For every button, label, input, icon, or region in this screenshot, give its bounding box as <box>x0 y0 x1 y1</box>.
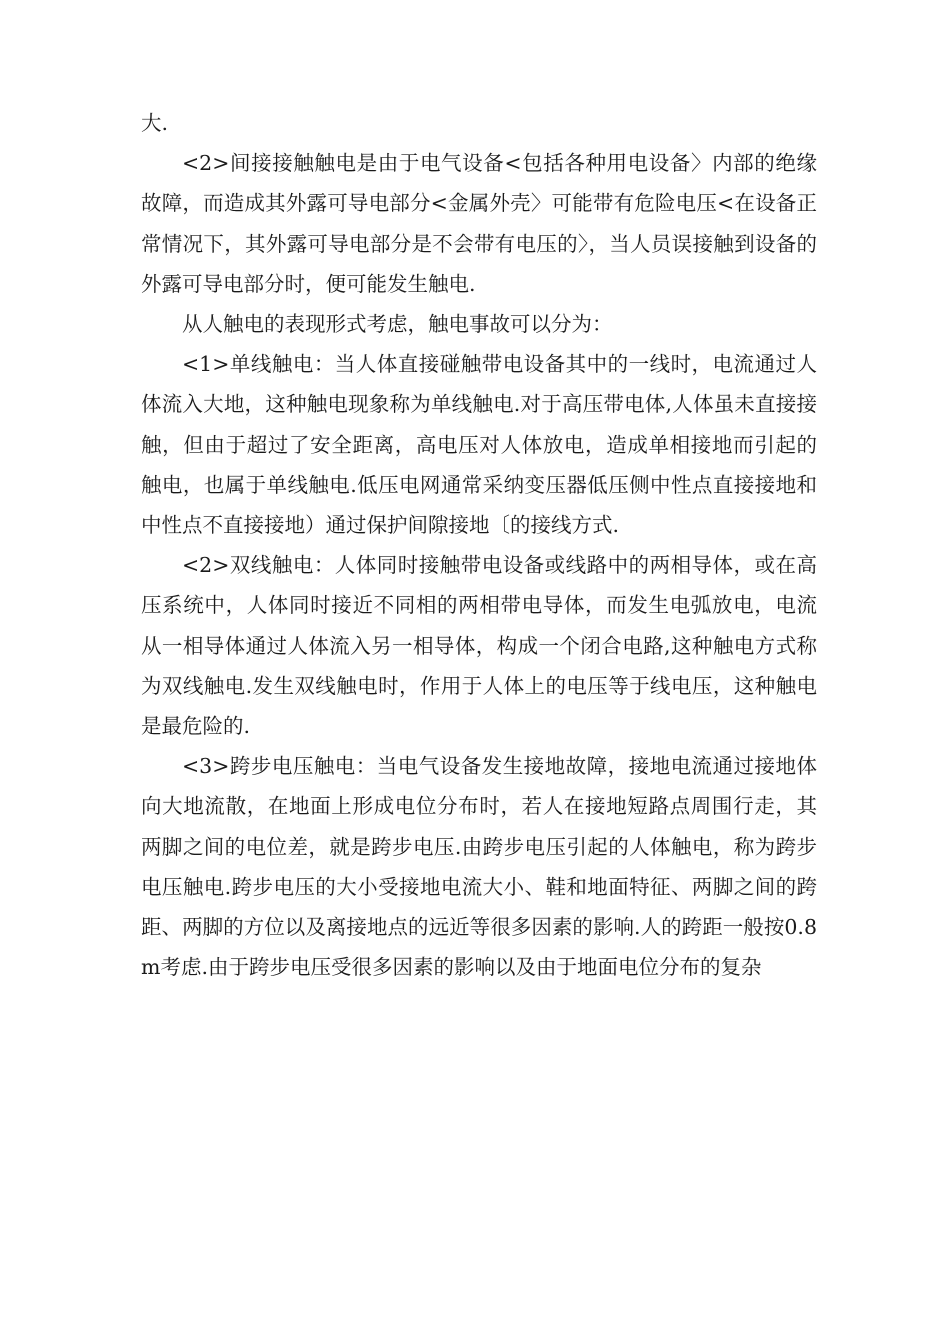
document-body <box>141 103 817 987</box>
paragraph-step-voltage-shock: <3>跨步电压触电：当电气设备发生接地故障，接地电流通过接地体向大地流散，在地面上形成电位分布时，若人在接地短路点周围行走，其两脚之间的电位差，就是跨步电压.由跨步电压引起的人体触电，称为跨步电压触电.跨步电压的大小受接地电流大小、鞋和地面特征、两脚之间的跨距、两脚的方位以及离接地点的远近等很多因素的影响.人的跨距一般按0.8m考虑.由于跨步电压受很多因素的影响以及由于地面电位分布的复杂 <box>141 754 817 980</box>
paragraph-single-line-shock: <1>单线触电：当人体直接碰触带电设备其中的一线时，电流通过人体流入大地，这种触电现象称为单线触电.对于高压带电体,人体虽未直接接触，但由于超过了安全距离，高电压对人体放电，造成单相接地而引起的触电，也属于单线触电.低压电网通常采纳变压器低压侧中性点直接接地和中性点不直接接地）通过保护间隙接地〔的接线方式. <box>141 352 817 538</box>
paragraph-continuation: 大. <box>141 111 169 135</box>
paragraph-double-line-shock: <2>双线触电：人体同时接触带电设备或线路中的两相导体，或在高压系统中，人体同时接近不同相的两相带电导体，而发生电弧放电，电流从一相导体通过人体流入另一相导体，构成一个闭合电路,这种触电方式称为双线触电.发生双线触电时，作用于人体上的电压等于线电压，这种触电是最危险的. <box>141 553 817 739</box>
paragraph-indirect-contact: <2>间接接触触电是由于电气设备<包括各种用电设备〉内部的绝缘故障，而造成其外露可导电部分<金属外壳〉可能带有危险电压<在设备正常情况下，其外露可导电部分是不会带有电压的〉，当人员误接触到设备的外露可导电部分时，便可能发生触电. <box>141 151 817 296</box>
paragraph-classification-intro: 从人触电的表现形式考虑，触电事故可以分为： <box>182 312 613 337</box>
